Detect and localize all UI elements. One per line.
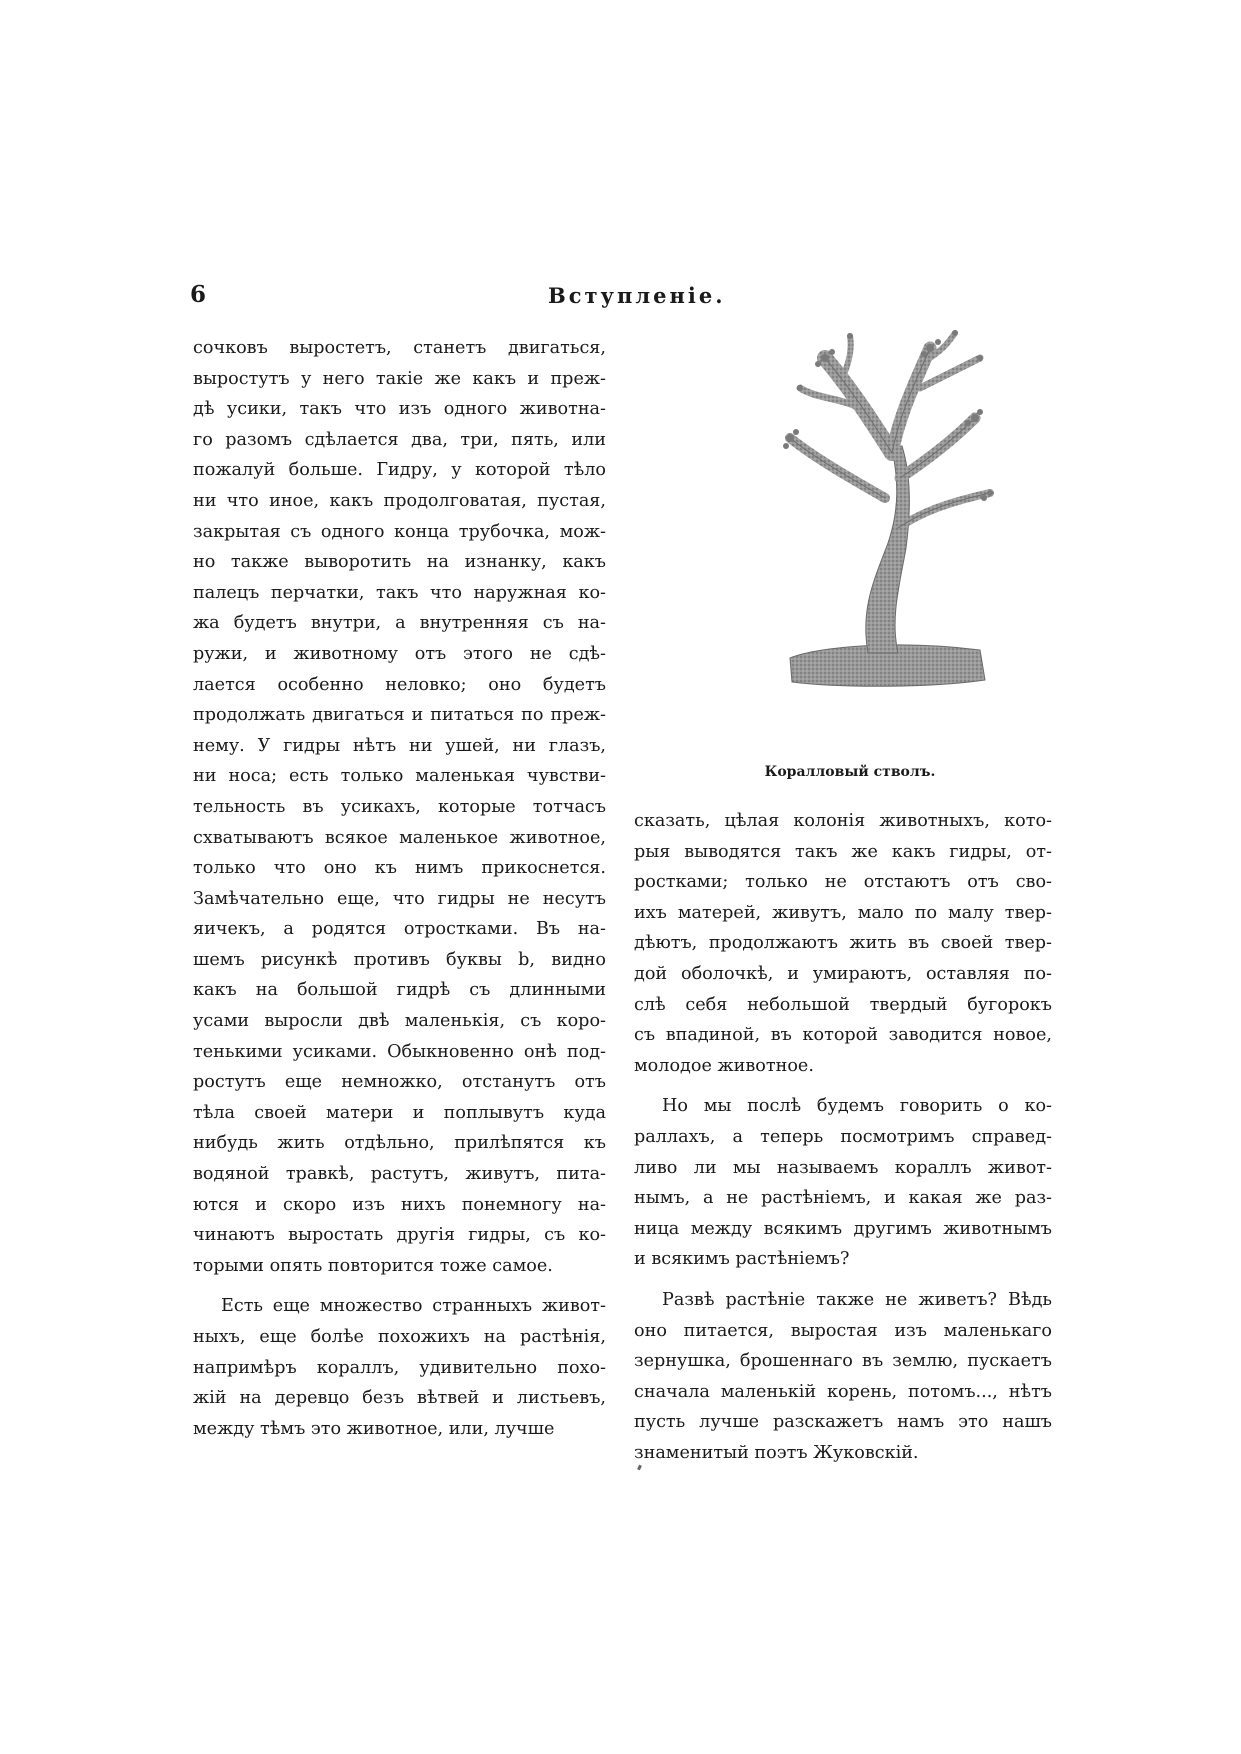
text-line: усами выросли двѣ маленькія, съ коро- xyxy=(193,1011,606,1032)
text-line: ни носа; есть только маленькая чувстви- xyxy=(193,766,606,787)
coral-figure xyxy=(780,328,1000,758)
running-head: Вступленіе. xyxy=(548,283,726,308)
text-line: закрытая съ одного конца трубочка, мож- xyxy=(193,521,606,542)
coral-illustration-icon xyxy=(780,328,1000,758)
right-paragraph-1 xyxy=(634,806,1052,1081)
text-line: ростками; только не отстаютъ отъ сво- xyxy=(634,872,1052,893)
right-column xyxy=(634,806,1052,1468)
text-line: нибудь жить отдѣльно, прилѣпятся къ xyxy=(193,1133,606,1154)
text-line: но также выворотить на изнанку, какъ xyxy=(193,552,606,573)
text-line: ливо ли мы называемъ кораллъ живот- xyxy=(634,1157,1052,1178)
text-line: Развѣ растѣніе также не живетъ? Вѣдь xyxy=(662,1289,1052,1310)
text-line: между тѣмъ это животное, или, лучше xyxy=(193,1418,555,1439)
text-line: слѣ себя небольшой твердый бугорокъ xyxy=(634,994,1052,1015)
right-paragraph-2 xyxy=(634,1091,1052,1275)
text-line: молодое животное. xyxy=(634,1055,814,1076)
text-line: нему. У гидры нѣтъ ни ушей, ни глазъ, xyxy=(193,735,606,756)
text-line: тенькими усиками. Обыкновенно онѣ под- xyxy=(193,1041,606,1062)
text-line: рыя выводятся такъ же какъ гидры, от- xyxy=(634,841,1052,862)
text-line: лается особенно неловко; оно будетъ xyxy=(193,674,606,695)
left-paragraph-2 xyxy=(193,1291,606,1444)
text-line: тѣла своей матери и поплывутъ куда xyxy=(193,1102,606,1123)
page-number: 6 xyxy=(190,281,207,308)
text-line: ются и скоро изъ нихъ понемногу на- xyxy=(193,1194,606,1215)
text-line: дѣ усики, такъ что изъ одного животна- xyxy=(193,399,606,420)
text-line: дой оболочкѣ, и умираютъ, оставляя по- xyxy=(634,963,1052,984)
text-line: напримѣръ кораллъ, удивительно похо- xyxy=(193,1357,606,1378)
text-line: жій на деревцо безъ вѣтвей и листьевъ, xyxy=(193,1388,606,1409)
text-line: съ впадиной, въ которой заводится новое, xyxy=(634,1025,1052,1046)
text-line: го разомъ сдѣлается два, три, пять, или xyxy=(193,429,606,450)
text-line: нымъ, а не растѣніемъ, и какая же раз- xyxy=(634,1188,1052,1209)
left-column xyxy=(193,333,606,1444)
text-line: схватываютъ всякое маленькое животное, xyxy=(193,827,606,848)
text-line: ница между всякимъ другимъ животнымъ xyxy=(634,1218,1052,1239)
text-line: палецъ перчатки, такъ что наружная ко- xyxy=(193,582,606,603)
text-line: Замѣчательно еще, что гидры не несутъ xyxy=(193,888,606,909)
text-line: только что оно къ нимъ прикоснется. xyxy=(193,858,606,879)
text-line: Но мы послѣ будемъ говорить о ко- xyxy=(662,1096,1052,1117)
text-line: ростутъ еще немножко, отстанутъ отъ xyxy=(193,1072,606,1093)
text-line: продолжать двигаться и питаться по преж- xyxy=(193,705,606,726)
text-line: раллахъ, а теперь посмотримъ справед- xyxy=(634,1126,1052,1147)
text-line: оно питается, выростая изъ маленькаго xyxy=(634,1320,1052,1341)
text-line: выростутъ у него такіе же какъ и преж- xyxy=(193,368,606,389)
text-line: ихъ матерей, живутъ, мало по малу твер- xyxy=(634,902,1052,923)
text-line: торыми опять повторится тоже самое. xyxy=(193,1255,553,1276)
text-line: жа будетъ внутри, а внутренняя съ на- xyxy=(193,613,606,634)
text-line: пожалуй больше. Гидру, у которой тѣло xyxy=(193,460,606,481)
text-line: чинаютъ выростать другія гидры, съ ко- xyxy=(193,1225,606,1246)
text-line: ныхъ, еще болѣе похожихъ на растѣнія, xyxy=(193,1327,606,1347)
left-paragraph-1 xyxy=(193,333,606,1281)
text-line: пусть лучше разскажетъ намъ это нашъ xyxy=(634,1412,1052,1433)
text-line: шемъ рисункѣ противъ буквы b, видно xyxy=(193,949,606,970)
text-line: водяной травкѣ, растутъ, живутъ, пита- xyxy=(193,1164,606,1185)
text-line: сочковъ выростетъ, станетъ двигаться, xyxy=(193,338,606,358)
right-paragraph-3 xyxy=(634,1285,1052,1469)
text-line: сказать, цѣлая колонія животныхъ, кото- xyxy=(634,811,1052,831)
figure-caption: Коралловый стволъ. xyxy=(764,764,936,780)
text-line: какъ на большой гидрѣ съ длинными xyxy=(193,980,606,1001)
text-line: знаменитый поэтъ Жуковскій. xyxy=(634,1442,919,1463)
text-line: сначала маленькій корень, потомъ..., нѣтъ xyxy=(634,1381,1052,1402)
text-line: тельность въ усикахъ, которые тотчасъ xyxy=(193,796,606,817)
text-line: яичекъ, а родятся отростками. Въ на- xyxy=(193,919,606,940)
text-line: ни что иное, какъ продолговатая, пустая, xyxy=(193,490,606,511)
text-line: ружи, и животному отъ этого не сдѣ- xyxy=(193,643,606,664)
text-line: зернушка, брошеннаго въ землю, пускаетъ xyxy=(634,1351,1052,1372)
text-line: и всякимъ растѣніемъ? xyxy=(634,1249,850,1270)
text-line: дѣютъ, продолжаютъ жить въ своей твер- xyxy=(634,933,1052,954)
text-line: Есть еще множество странныхъ живот- xyxy=(221,1296,606,1317)
